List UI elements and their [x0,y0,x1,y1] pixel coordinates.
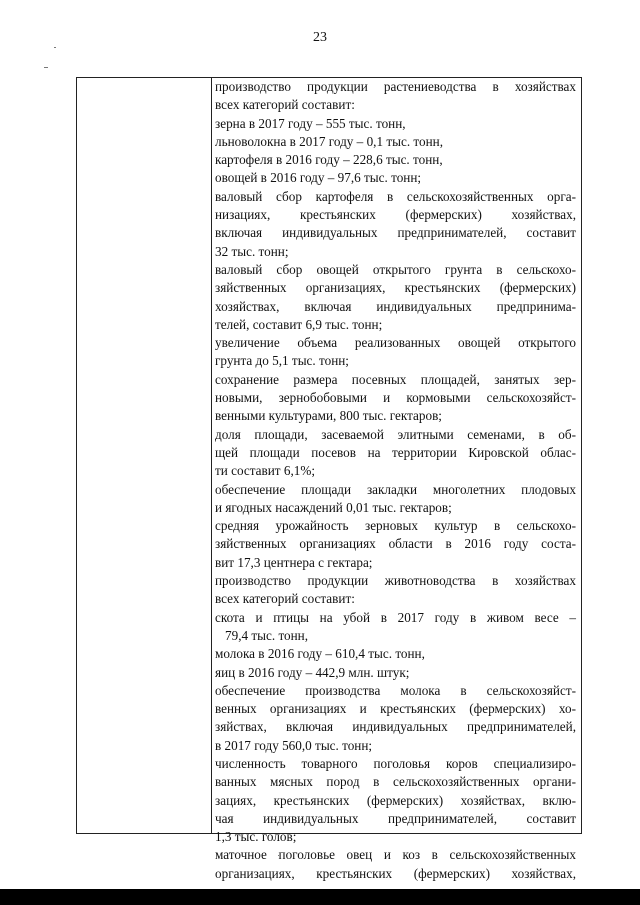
text-line: щей площади посевов на территории Кировской облас- [215,444,576,460]
text-line: увеличение объема реализованных овощей открытого [215,335,576,351]
text-line: доля площади, засеваемой элитными семенами, в об- [215,426,576,442]
text-line: всех категорий составит: [215,591,355,607]
scan-bottom-edge [0,889,640,905]
text-line: численность товарного поголовья коров специализиро- [215,755,576,771]
text-line: и ягодных насаждений 0,01 тыс. гектаров; [215,499,452,515]
document-table [76,77,582,881]
text-line: зяйственных организациях, крестьянских (фермерских) [215,280,576,296]
scan-speck [44,67,48,68]
text-line: молока в 2016 году – 610,4 тыс. тонн, [215,646,425,662]
text-line: ванных мясных пород в сельскохозяйственных органи- [215,774,576,790]
text-line: 79,4 тыс. тонн, [225,627,309,643]
page-number: 23 [313,30,327,45]
text-line: валовый сбор овощей открытого грунта в сельскохо- [215,261,576,277]
text-line: картофеля в 2016 году – 228,6 тыс. тонн, [215,152,443,168]
scan-speck [54,47,56,48]
text-line: организациях, крестьянских (фермерских) хозяйствах, [215,865,576,881]
text-line: обеспечение площади закладки многолетних плодовых [215,481,576,497]
table-right-column-text [215,78,576,883]
text-line: всех категорий составит: [215,97,355,113]
text-line: зациях, крестьянских (фермерских) хозяйствах, вклю- [215,792,576,808]
text-line: венных организациях и крестьянских (фермерских) хо- [215,701,576,717]
text-line: зерна в 2017 году – 555 тыс. тонн, [215,115,406,131]
text-line: льноволокна в 2017 году – 0,1 тыс. тонн, [215,133,444,149]
text-line: ти составит 6,1%; [215,463,316,479]
text-line: скота и птицы на убой в 2017 году в живом весе – [215,609,576,625]
text-line: новыми, зернобобовыми и кормовыми сельскохозяйст- [215,390,576,406]
text-line: 32 тыс. тонн; [215,243,289,259]
text-line: яиц в 2016 году – 442,9 млн. штук; [215,664,410,680]
text-line: средняя урожайность зерновых культур в сельскохо- [215,518,576,534]
table-left-column [77,78,212,833]
text-line: включая индивидуальных предпринимателей, составит [215,225,576,241]
text-line: низациях, крестьянских (фермерских) хозяйствах, [215,207,576,223]
text-line: хозяйствах, включая индивидуальных предпринима- [215,298,576,314]
text-line: овощей в 2016 году – 97,6 тыс. тонн; [215,170,422,186]
text-line: сохранение размера посевных площадей, занятых зер- [215,371,576,387]
text-line: маточное поголовье овец и коз в сельскохозяйственных [215,847,576,863]
text-line: обеспечение производства молока в сельскохозяйст- [215,682,576,698]
text-line: зяйствах, включая индивидуальных предпринимателей, [215,719,576,735]
text-line: чая индивидуальных предпринимателей, составит [215,810,576,826]
text-line: венными культурами, 800 тыс. гектаров; [215,408,442,424]
text-line: телей, составит 6,9 тыс. тонн; [215,316,383,332]
text-line: вит 17,3 центнера с гектара; [215,554,373,570]
text-line: производство продукции растениеводства в хозяйствах [215,79,576,94]
text-line: производство продукции животноводства в хозяйствах [215,573,576,589]
text-line: зяйственных организациях области в 2016 году соста- [215,536,576,552]
text-line: валовый сбор картофеля в сельскохозяйственных орга- [215,188,576,204]
text-line: в 2017 году 560,0 тыс. тонн; [215,737,373,753]
text-line: 1,3 тыс. голов; [215,829,297,845]
text-line: грунта до 5,1 тыс. тонн; [215,353,349,369]
